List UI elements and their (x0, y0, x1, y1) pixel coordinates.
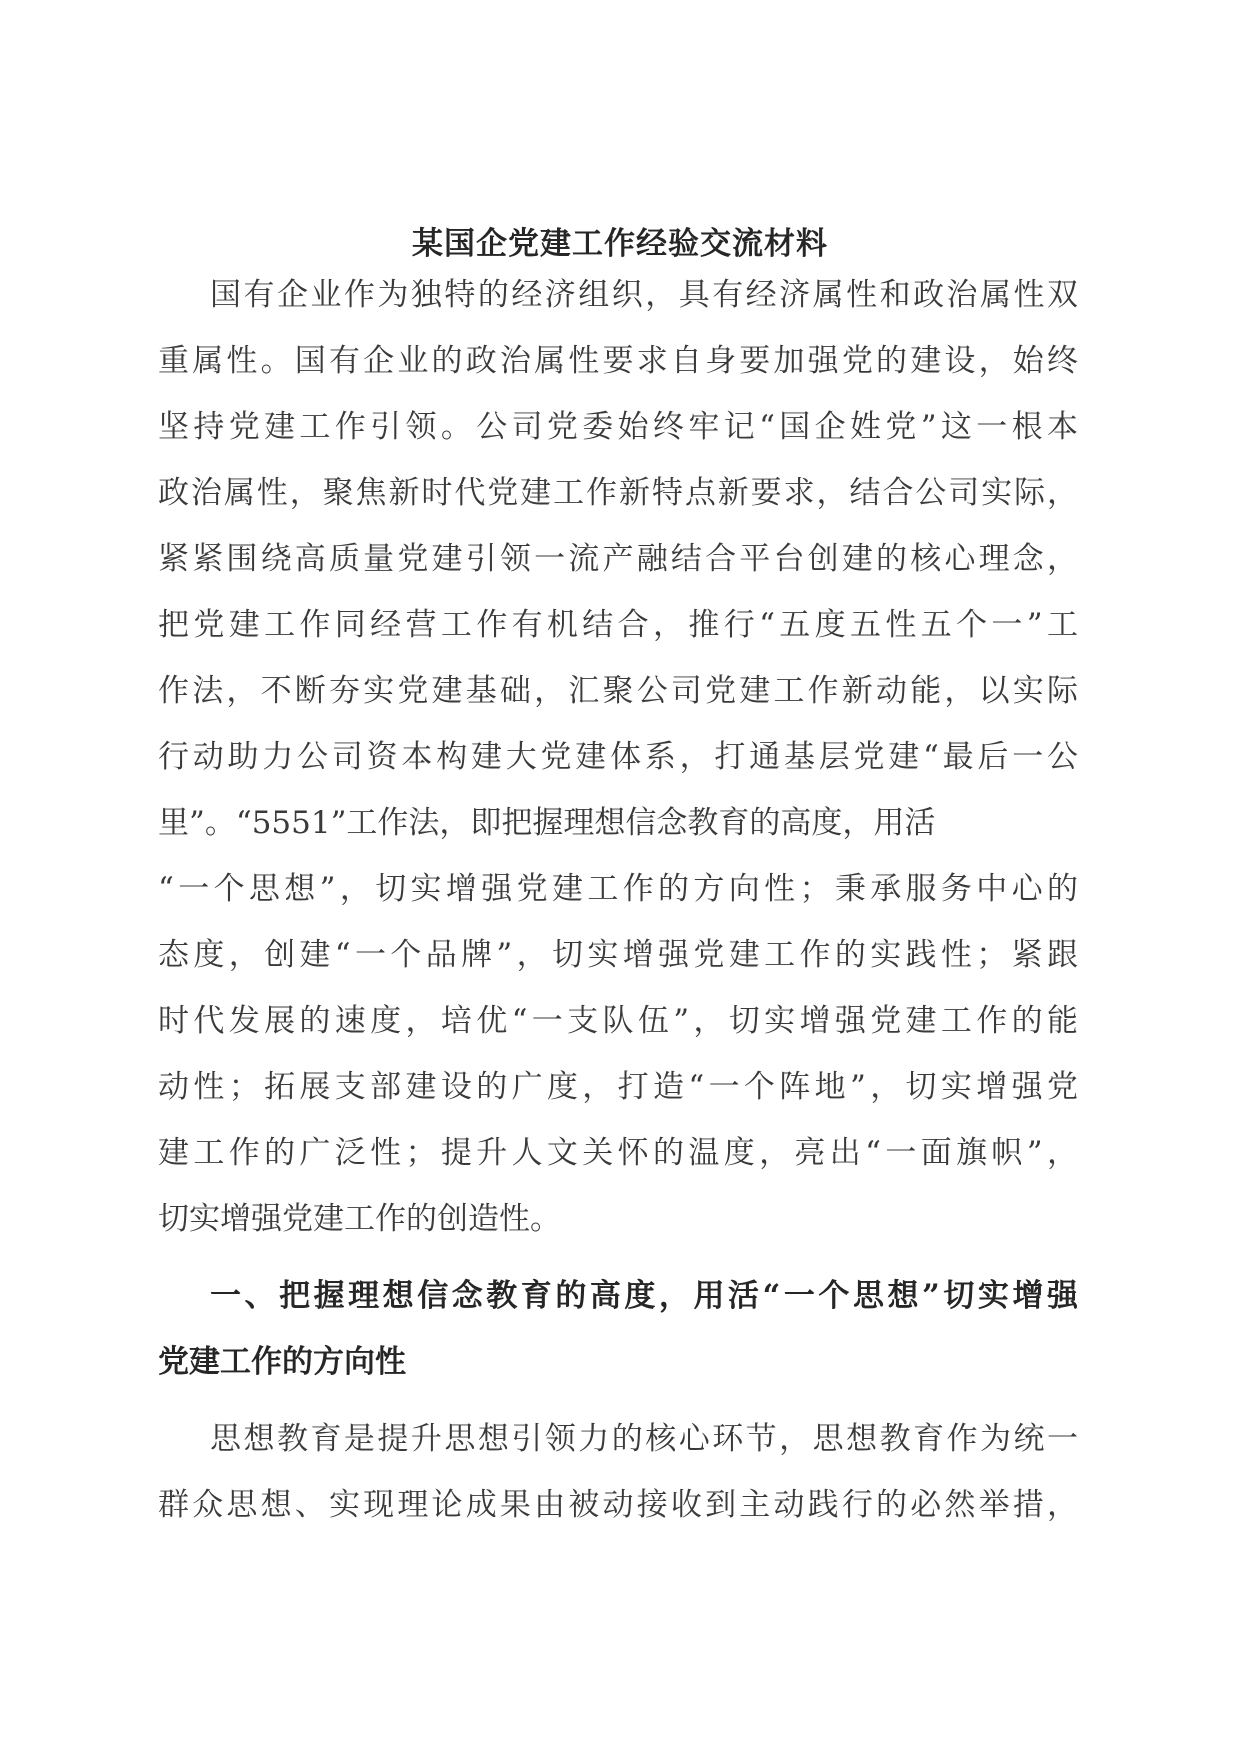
section-heading: 党建工作的方向性 (158, 1344, 406, 1380)
paragraph-line: 思想教育是提升思想引领力的核心环节，思想教育作为统一 (210, 1421, 1078, 1457)
paragraph-line: 国有企业作为独特的经济组织，具有经济属性和政治属性双 (210, 277, 1078, 313)
paragraph-line: 切实增强党建工作的创造性。 (158, 1201, 561, 1237)
paragraph-line: 里”。“5551”工作法，即把握理想信念教育的高度，用活 (158, 805, 936, 841)
paragraph-line: 时代发展的速度，培优“一支队伍”，切实增强党建工作的能 (158, 1003, 1078, 1039)
paragraph-line: 态度，创建“一个品牌”，切实增强党建工作的实践性；紧跟 (158, 937, 1078, 973)
paragraph-line: 坚持党建工作引领。公司党委始终牢记“国企姓党”这一根本 (158, 409, 1078, 445)
paragraph-line: “一个思想”，切实增强党建工作的方向性；秉承服务中心的 (158, 871, 1078, 907)
paragraph-line: 重属性。国有企业的政治属性要求自身要加强党的建设，始终 (158, 343, 1078, 379)
paragraph-line: 紧紧围绕高质量党建引领一流产融结合平台创建的核心理念， (158, 541, 1078, 577)
paragraph-line: 动性；拓展支部建设的广度，打造“一个阵地”，切实增强党 (158, 1069, 1078, 1105)
paragraph-line: 作法，不断夯实党建基础，汇聚公司党建工作新动能，以实际 (158, 673, 1078, 709)
paragraph-line: 行动助力公司资本构建大党建体系，打通基层党建“最后一公 (158, 739, 1078, 775)
paragraph-line: 政治属性，聚焦新时代党建工作新特点新要求，结合公司实际， (158, 475, 1078, 511)
paragraph-line: 群众思想、实现理论成果由被动接收到主动践行的必然举措， (158, 1487, 1078, 1523)
section-heading: 一、把握理想信念教育的高度，用活“一个思想”切实增强 (210, 1278, 1078, 1314)
paragraph-line: 建工作的广泛性；提升人文关怀的温度，亮出“一面旗帜”， (158, 1135, 1078, 1171)
paragraph-line: 把党建工作同经营工作有机结合，推行“五度五性五个一”工 (158, 607, 1078, 643)
document-title: 某国企党建工作经验交流材料 (412, 226, 828, 262)
